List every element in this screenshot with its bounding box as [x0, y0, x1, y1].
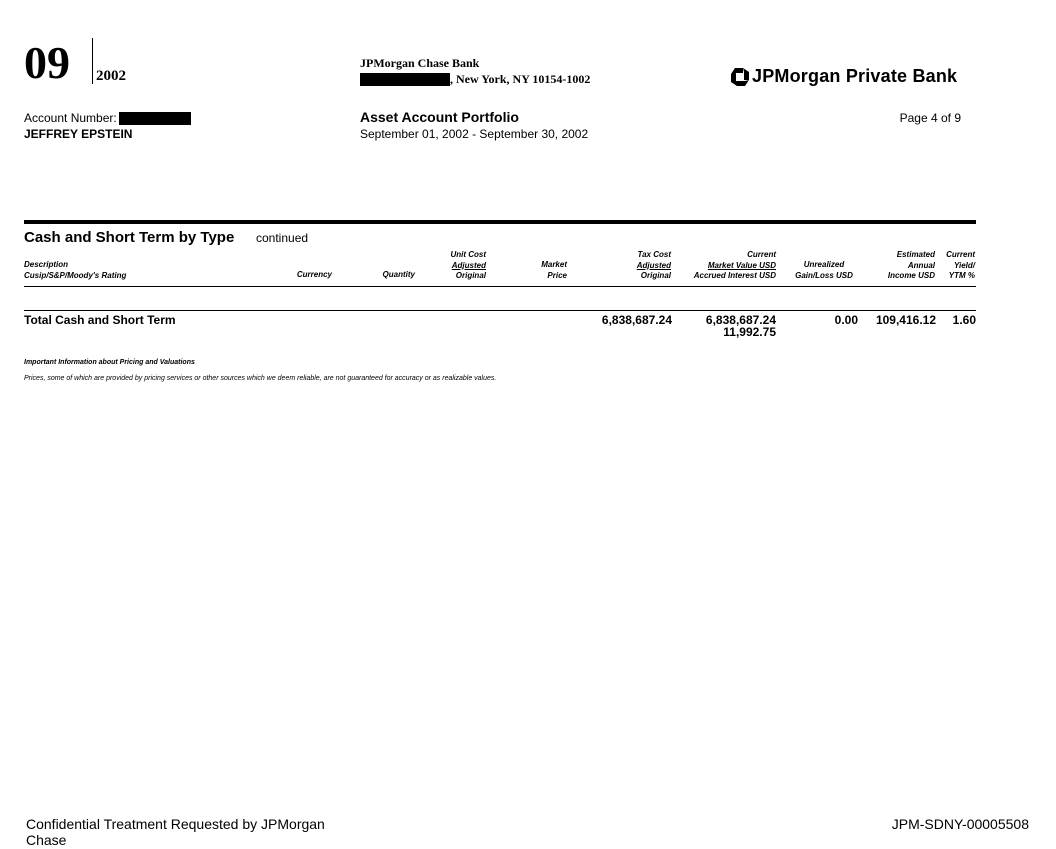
col-header-market-price: Market Price — [541, 260, 567, 280]
client-name: JEFFREY EPSTEIN — [24, 127, 133, 141]
section-title: Cash and Short Term by Type — [24, 229, 235, 246]
statement-year: 2002 — [96, 68, 126, 84]
total-market-value: 6,838,687.24 — [705, 313, 776, 327]
col-header-quantity: Quantity — [382, 270, 415, 279]
bank-name: JPMorgan Chase Bank — [360, 56, 480, 70]
account-number-row — [24, 111, 191, 125]
section-divider — [24, 220, 976, 224]
col-header-unrealized: Unrealized Gain/Loss USD — [795, 260, 853, 280]
col-header-income: Estimated Annual Income USD — [887, 250, 935, 280]
col-header-market-value: Current Market Value USD Accrued Interest USD — [693, 250, 776, 280]
total-income: 109,416.12 — [875, 313, 936, 327]
header-rule — [24, 286, 976, 287]
month-divider — [92, 38, 93, 84]
col-header-unit-cost: Unit Cost Adjusted Original — [450, 250, 486, 280]
jpmorgan-logo — [730, 66, 957, 87]
total-label: Total Cash and Short Term — [24, 313, 176, 327]
logo-text: JPMorgan Private Bank — [752, 66, 958, 86]
redaction-box — [360, 73, 450, 86]
total-yield: 1.60 — [952, 313, 976, 327]
bates-number: JPM-SDNY-00005508 — [891, 816, 1029, 832]
total-unrealized: 0.00 — [834, 313, 858, 327]
octagon-logo-icon — [730, 67, 750, 87]
statement-month: 09 — [24, 37, 70, 88]
pricing-note-title: Important Information about Pricing and Valuations — [24, 359, 195, 366]
col-header-description: Description Cusip/S&P/Moody's Rating — [24, 260, 127, 280]
address-text: , New York, NY 10154-1002 — [450, 72, 591, 86]
continued-label: continued — [256, 231, 309, 245]
redaction-box — [119, 112, 191, 125]
col-header-currency: Currency — [296, 270, 332, 279]
col-header-yield: Current Yield/ YTM % — [946, 250, 975, 280]
total-tax-cost: 6,838,687.24 — [601, 313, 672, 327]
page-number: Page 4 of 9 — [899, 111, 961, 125]
confidential-notice: Confidential Treatment Requested by JPMorgan Chase — [26, 816, 325, 848]
bank-address — [360, 72, 590, 87]
report-title: Asset Account Portfolio — [360, 109, 519, 125]
pricing-note-text: Prices, some of which are provided by pricing services or other sources which we deem reliable, are not guaranteed for accuracy or as realizable values. — [24, 375, 497, 382]
col-header-tax-cost: Tax Cost Adjusted Original — [636, 250, 671, 280]
total-rule — [24, 310, 976, 311]
total-accrued-interest: 11,992.75 — [723, 325, 776, 339]
statement-period: September 01, 2002 - September 30, 2002 — [360, 127, 589, 141]
account-label: Account Number: — [24, 111, 117, 125]
